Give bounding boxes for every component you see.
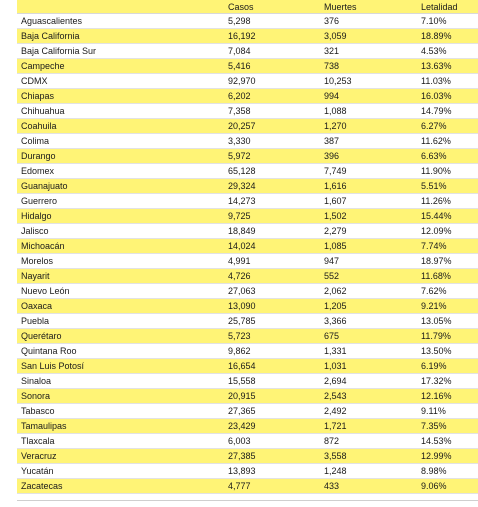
cell-letalidad: 7.10% (417, 14, 478, 29)
table-row (17, 479, 478, 494)
cell-state: Tamaulipas (17, 419, 224, 434)
cell-muertes: 1,205 (320, 299, 417, 314)
cell-muertes: 675 (320, 329, 417, 344)
cell-state: Nayarit (17, 269, 224, 284)
cell-casos: 7,358 (224, 104, 320, 119)
cell-letalidad: 5.51% (417, 179, 478, 194)
header-muertes: Muertes (320, 0, 417, 14)
cell-muertes: 1,088 (320, 104, 417, 119)
table-row (17, 239, 478, 254)
table-row (17, 389, 478, 404)
table-row (17, 179, 478, 194)
table-row (17, 14, 478, 29)
cell-letalidad: 13.63% (417, 59, 478, 74)
cell-state: Chiapas (17, 89, 224, 104)
cell-casos: 25,785 (224, 314, 320, 329)
table-row (17, 299, 478, 314)
table-row (17, 44, 478, 59)
cell-letalidad: 11.79% (417, 329, 478, 344)
cell-state: Baja California Sur (17, 44, 224, 59)
table-row (17, 419, 478, 434)
cell-casos: 6,003 (224, 434, 320, 449)
table-row (17, 74, 478, 89)
cell-casos: 23,429 (224, 419, 320, 434)
cell-state: Veracruz (17, 449, 224, 464)
table-row (17, 359, 478, 374)
cell-casos: 3,330 (224, 134, 320, 149)
cell-muertes: 1,502 (320, 209, 417, 224)
cell-muertes: 2,492 (320, 404, 417, 419)
header-letalidad: Letalidad (417, 0, 478, 14)
table-row (17, 254, 478, 269)
cell-letalidad: 13.50% (417, 344, 478, 359)
cell-casos: 29,324 (224, 179, 320, 194)
table-row (17, 164, 478, 179)
cell-muertes: 2,543 (320, 389, 417, 404)
cell-casos: 15,558 (224, 374, 320, 389)
cell-state: Tlaxcala (17, 434, 224, 449)
table-row (17, 149, 478, 164)
cell-state: Baja California (17, 29, 224, 44)
table-row (17, 59, 478, 74)
cell-letalidad: 17.32% (417, 374, 478, 389)
cell-letalidad: 12.16% (417, 389, 478, 404)
cell-casos: 9,725 (224, 209, 320, 224)
cell-muertes: 1,721 (320, 419, 417, 434)
cell-casos: 9,862 (224, 344, 320, 359)
cell-letalidad: 6.63% (417, 149, 478, 164)
cell-casos: 7,084 (224, 44, 320, 59)
cell-state: Aguascalientes (17, 14, 224, 29)
table-row (17, 404, 478, 419)
table-row (17, 314, 478, 329)
data-table-container (17, 0, 478, 494)
table-row (17, 434, 478, 449)
cell-state: CDMX (17, 74, 224, 89)
table-row (17, 134, 478, 149)
cell-casos: 5,416 (224, 59, 320, 74)
cell-muertes: 1,616 (320, 179, 417, 194)
cell-muertes: 376 (320, 14, 417, 29)
cell-muertes: 947 (320, 254, 417, 269)
cell-state: Chihuahua (17, 104, 224, 119)
table-row (17, 269, 478, 284)
table-row (17, 224, 478, 239)
cell-muertes: 10,253 (320, 74, 417, 89)
table-row (17, 464, 478, 479)
cell-muertes: 1,248 (320, 464, 417, 479)
cell-state: Colima (17, 134, 224, 149)
cell-letalidad: 12.09% (417, 224, 478, 239)
cell-letalidad: 11.90% (417, 164, 478, 179)
cell-muertes: 1,270 (320, 119, 417, 134)
cell-casos: 5,298 (224, 14, 320, 29)
cell-letalidad: 11.68% (417, 269, 478, 284)
header-state (17, 0, 224, 14)
cell-muertes: 3,059 (320, 29, 417, 44)
table-row (17, 89, 478, 104)
table-row (17, 119, 478, 134)
table-row (17, 374, 478, 389)
cell-state: San Luis Potosí (17, 359, 224, 374)
cell-letalidad: 15.44% (417, 209, 478, 224)
cell-muertes: 738 (320, 59, 417, 74)
cell-letalidad: 6.19% (417, 359, 478, 374)
table-row (17, 344, 478, 359)
table-row (17, 209, 478, 224)
cell-state: Durango (17, 149, 224, 164)
header-casos: Casos (224, 0, 320, 14)
cell-casos: 18,849 (224, 224, 320, 239)
cell-state: Michoacán (17, 239, 224, 254)
cell-muertes: 3,558 (320, 449, 417, 464)
cell-letalidad: 16.03% (417, 89, 478, 104)
cell-state: Jalisco (17, 224, 224, 239)
cell-casos: 5,723 (224, 329, 320, 344)
table-row (17, 104, 478, 119)
cell-letalidad: 7.74% (417, 239, 478, 254)
cell-muertes: 7,749 (320, 164, 417, 179)
cell-muertes: 2,279 (320, 224, 417, 239)
cell-letalidad: 13.05% (417, 314, 478, 329)
cell-letalidad: 9.11% (417, 404, 478, 419)
cell-letalidad: 14.53% (417, 434, 478, 449)
cell-state: Yucatán (17, 464, 224, 479)
cell-casos: 16,192 (224, 29, 320, 44)
cell-casos: 6,202 (224, 89, 320, 104)
cell-casos: 4,726 (224, 269, 320, 284)
cell-muertes: 2,062 (320, 284, 417, 299)
cell-state: Campeche (17, 59, 224, 74)
cell-state: Edomex (17, 164, 224, 179)
cell-muertes: 872 (320, 434, 417, 449)
cell-casos: 14,273 (224, 194, 320, 209)
cell-muertes: 396 (320, 149, 417, 164)
cell-letalidad: 7.35% (417, 419, 478, 434)
table-body (17, 14, 478, 494)
cell-casos: 27,063 (224, 284, 320, 299)
cell-state: Nuevo León (17, 284, 224, 299)
cell-state: Puebla (17, 314, 224, 329)
cell-muertes: 1,085 (320, 239, 417, 254)
cell-state: Oaxaca (17, 299, 224, 314)
header-row (17, 0, 478, 14)
cell-muertes: 1,331 (320, 344, 417, 359)
cell-casos: 5,972 (224, 149, 320, 164)
cell-casos: 27,365 (224, 404, 320, 419)
table-row (17, 29, 478, 44)
table-row (17, 194, 478, 209)
cell-letalidad: 9.06% (417, 479, 478, 494)
cell-casos: 20,257 (224, 119, 320, 134)
cell-letalidad: 4.53% (417, 44, 478, 59)
cell-casos: 20,915 (224, 389, 320, 404)
cell-muertes: 433 (320, 479, 417, 494)
cell-letalidad: 8.98% (417, 464, 478, 479)
cell-state: Querétaro (17, 329, 224, 344)
cell-state: Sonora (17, 389, 224, 404)
cell-muertes: 1,031 (320, 359, 417, 374)
cell-muertes: 1,607 (320, 194, 417, 209)
cell-casos: 16,654 (224, 359, 320, 374)
table-row (17, 449, 478, 464)
covid-states-table (17, 0, 478, 494)
cell-letalidad: 11.03% (417, 74, 478, 89)
cell-letalidad: 18.97% (417, 254, 478, 269)
cell-state: Hidalgo (17, 209, 224, 224)
cell-state: Guerrero (17, 194, 224, 209)
cell-state: Quintana Roo (17, 344, 224, 359)
cell-state: Tabasco (17, 404, 224, 419)
cell-casos: 65,128 (224, 164, 320, 179)
cell-state: Guanajuato (17, 179, 224, 194)
cell-casos: 14,024 (224, 239, 320, 254)
cell-casos: 13,893 (224, 464, 320, 479)
cell-letalidad: 6.27% (417, 119, 478, 134)
cell-state: Morelos (17, 254, 224, 269)
cell-casos: 4,991 (224, 254, 320, 269)
cell-letalidad: 9.21% (417, 299, 478, 314)
cell-state: Zacatecas (17, 479, 224, 494)
cell-letalidad: 11.26% (417, 194, 478, 209)
cell-muertes: 552 (320, 269, 417, 284)
cell-letalidad: 14.79% (417, 104, 478, 119)
table-bottom-divider (17, 500, 478, 501)
cell-casos: 13,090 (224, 299, 320, 314)
cell-casos: 27,385 (224, 449, 320, 464)
cell-muertes: 387 (320, 134, 417, 149)
table-row (17, 284, 478, 299)
cell-letalidad: 12.99% (417, 449, 478, 464)
cell-state: Sinaloa (17, 374, 224, 389)
cell-muertes: 2,694 (320, 374, 417, 389)
cell-letalidad: 7.62% (417, 284, 478, 299)
cell-muertes: 994 (320, 89, 417, 104)
cell-casos: 4,777 (224, 479, 320, 494)
cell-letalidad: 11.62% (417, 134, 478, 149)
table-row (17, 329, 478, 344)
cell-muertes: 321 (320, 44, 417, 59)
cell-state: Coahuila (17, 119, 224, 134)
cell-casos: 92,970 (224, 74, 320, 89)
cell-muertes: 3,366 (320, 314, 417, 329)
cell-letalidad: 18.89% (417, 29, 478, 44)
